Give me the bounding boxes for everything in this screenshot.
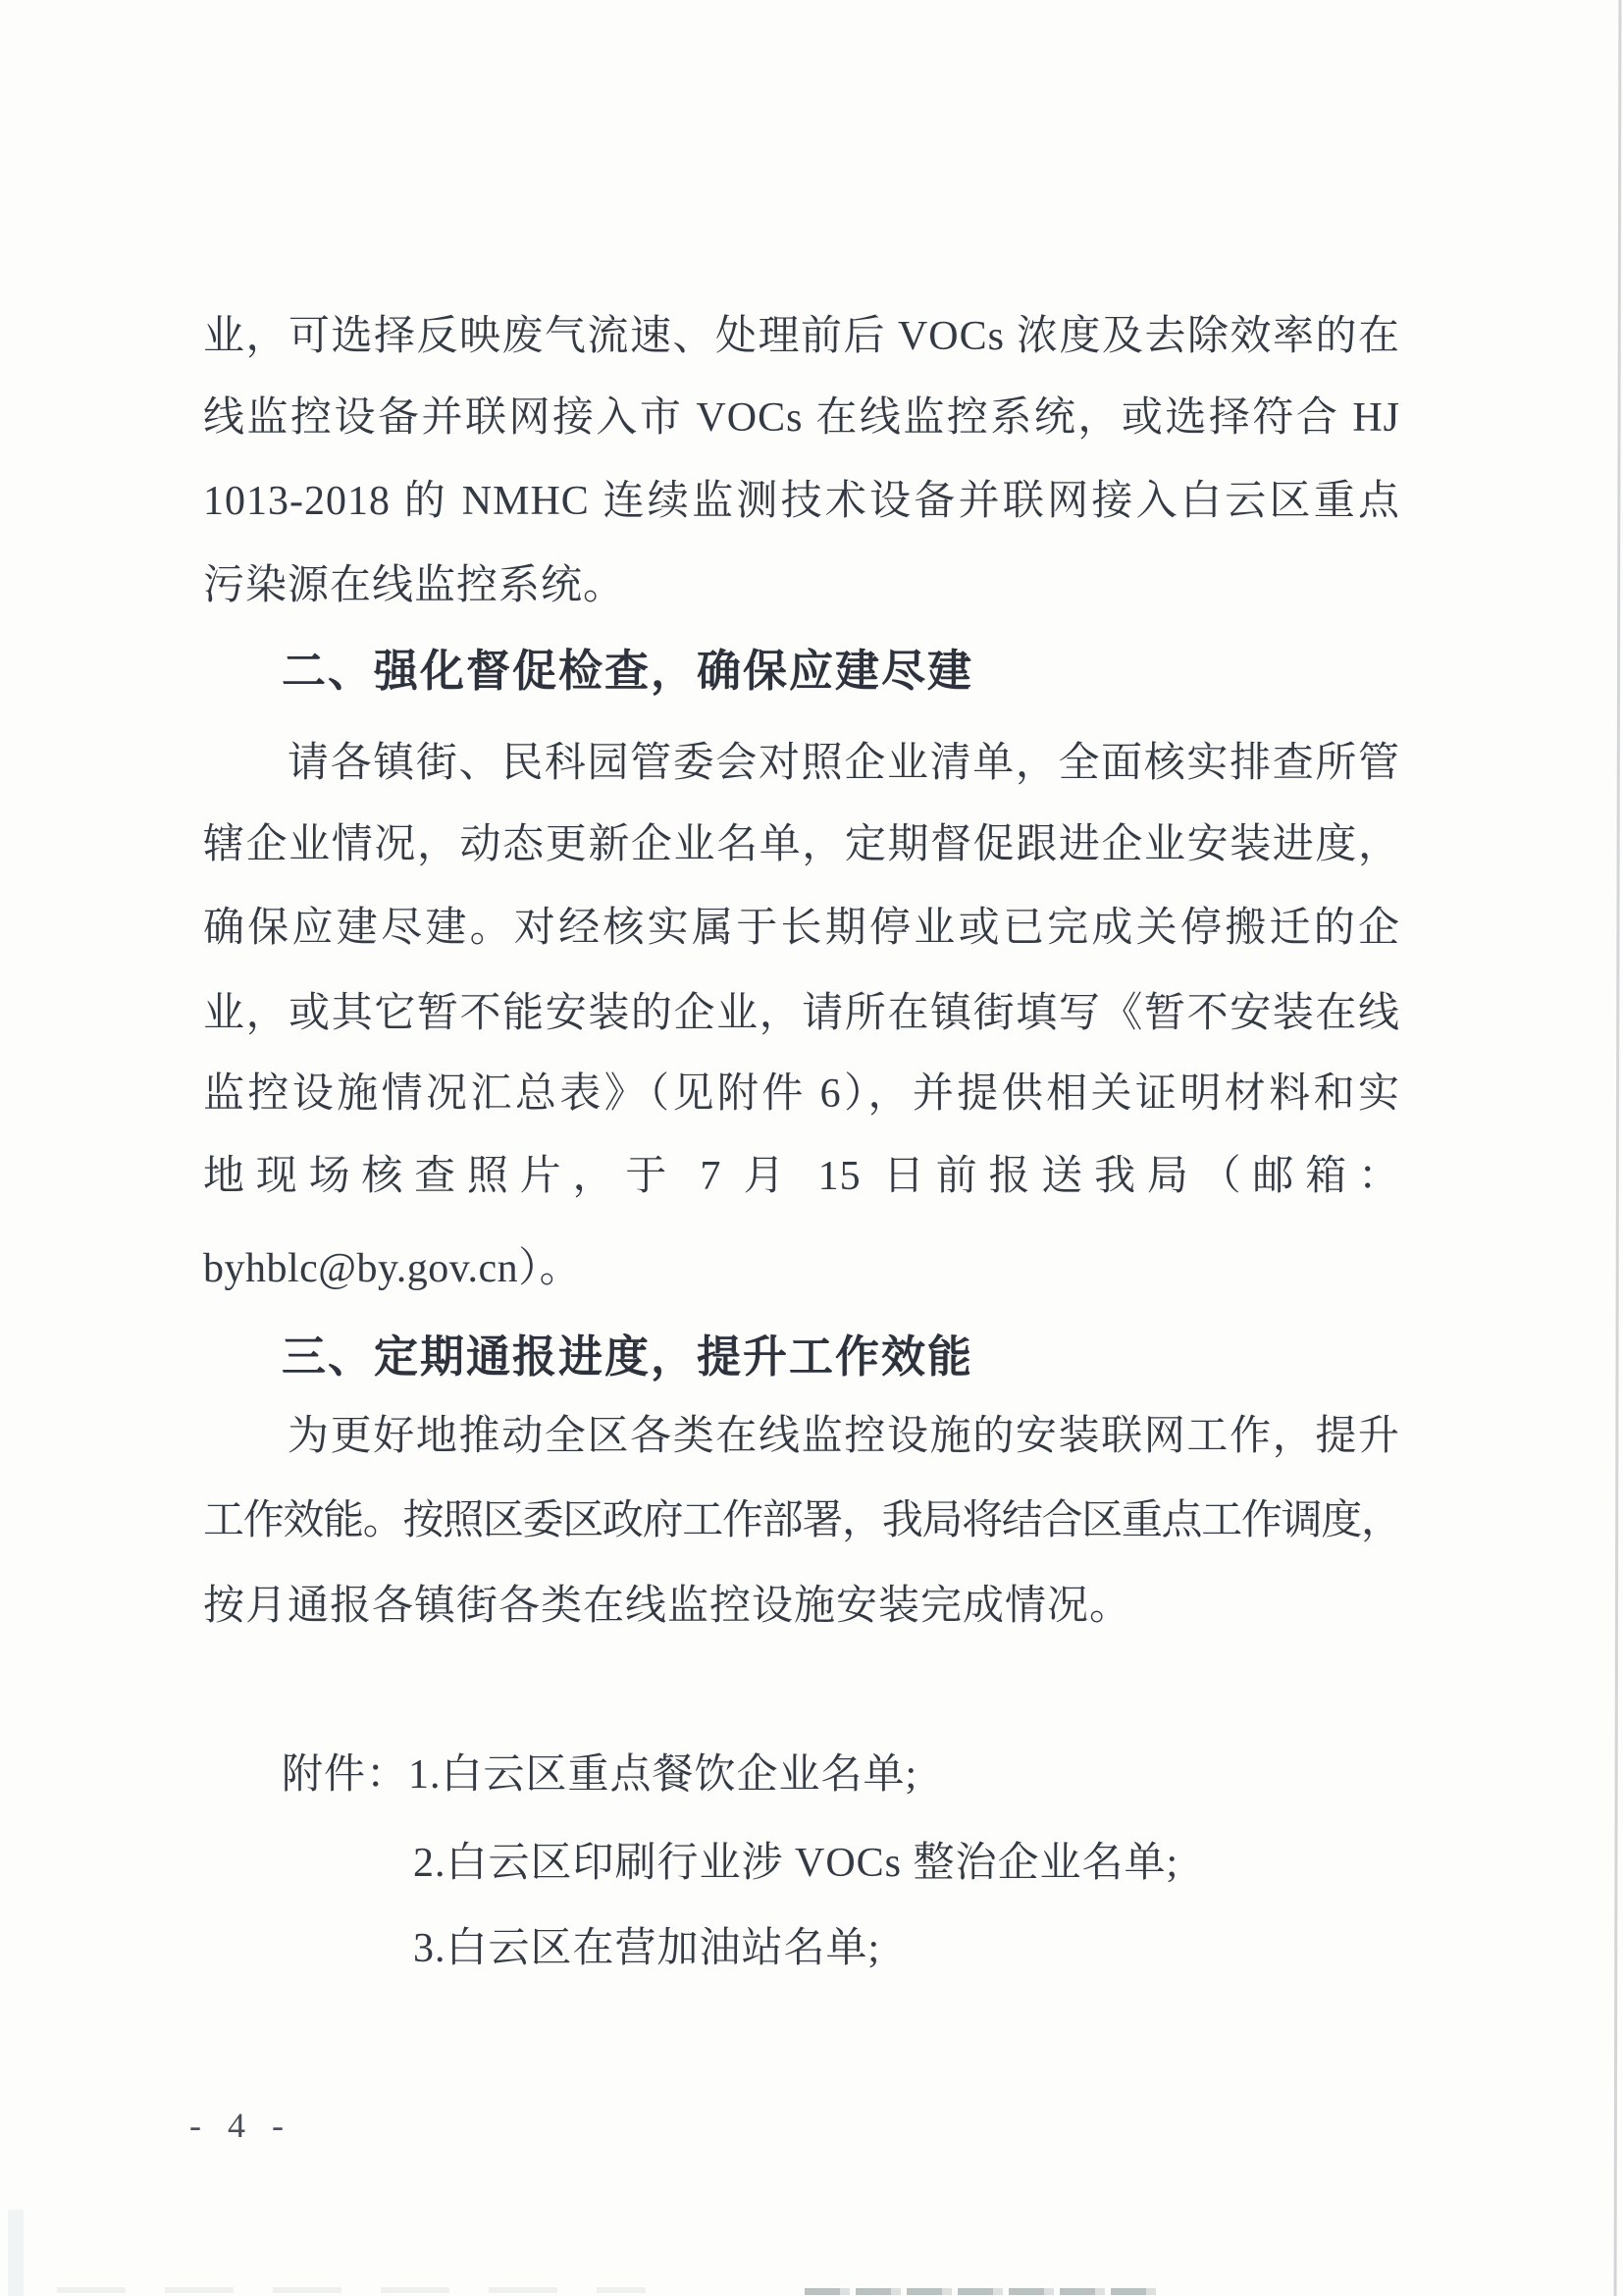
attachment-line: 2.白云区印刷行业涉 VOCs 整治企业名单; <box>413 1841 1179 1886</box>
body-line: 污染源在线监控系统。 <box>203 563 626 608</box>
body-line: 线监控设备并联网接入市 VOCs 在线监控系统，或选择符合 HJ <box>203 395 1400 441</box>
scan-artifact-smudge <box>57 2287 646 2293</box>
page-number: - 4 - <box>189 2106 292 2145</box>
body-line: 按月通报各镇街各类在线监控设施安装完成情况。 <box>203 1584 1132 1629</box>
attachments-label: 附件： <box>282 1752 409 1798</box>
body-line: 为更好地推动全区各类在线监控设施的安装联网工作，提升 <box>288 1414 1400 1459</box>
attachment-item: 1.白云区重点餐饮企业名单; <box>408 1752 918 1798</box>
body-line: 1013-2018 的 NMHC 连续监测技术设备并联网接入白云区重点 <box>203 479 1400 524</box>
body-line: 监控设施情况汇总表》（见附件 6），并提供相关证明材料和实 <box>203 1071 1400 1117</box>
email-line: byhblc@by.gov.cn）。 <box>203 1246 582 1291</box>
body-line: 工作效能。按照区委区政府工作部署，我局将结合区重点工作调度， <box>203 1498 1400 1543</box>
scan-edge-line <box>1614 0 1622 2296</box>
body-line: 辖企业情况，动态更新企业名单，定期督促跟进企业安装进度， <box>203 822 1400 867</box>
body-line: 确保应建尽建。对经核实属于长期停业或已完成关停搬迁的企 <box>203 906 1400 951</box>
scan-artifact-smudge <box>805 2288 1160 2295</box>
attachment-line: 3.白云区在营加油站名单; <box>413 1926 881 1971</box>
scan-artifact-corner <box>8 2210 24 2296</box>
body-line: 地现场核查照片，于 7 月 15 日前报送我局（邮箱： <box>203 1154 1400 1199</box>
section-heading-3: 三、定期通报进度，提升工作效能 <box>282 1331 974 1382</box>
attachment-line <box>282 1748 1400 1802</box>
section-heading-2: 二、强化督促检查，确保应建尽建 <box>282 646 974 696</box>
body-line: 请各镇街、民科园管委会对照企业清单，全面核实排查所管 <box>288 741 1400 786</box>
body-line: 业，或其它暂不能安装的企业，请所在镇街填写《暂不安装在线 <box>203 991 1400 1036</box>
body-line: 业，可选择反映废气流速、处理前后 VOCs 浓度及去除效率的在 <box>203 314 1400 359</box>
